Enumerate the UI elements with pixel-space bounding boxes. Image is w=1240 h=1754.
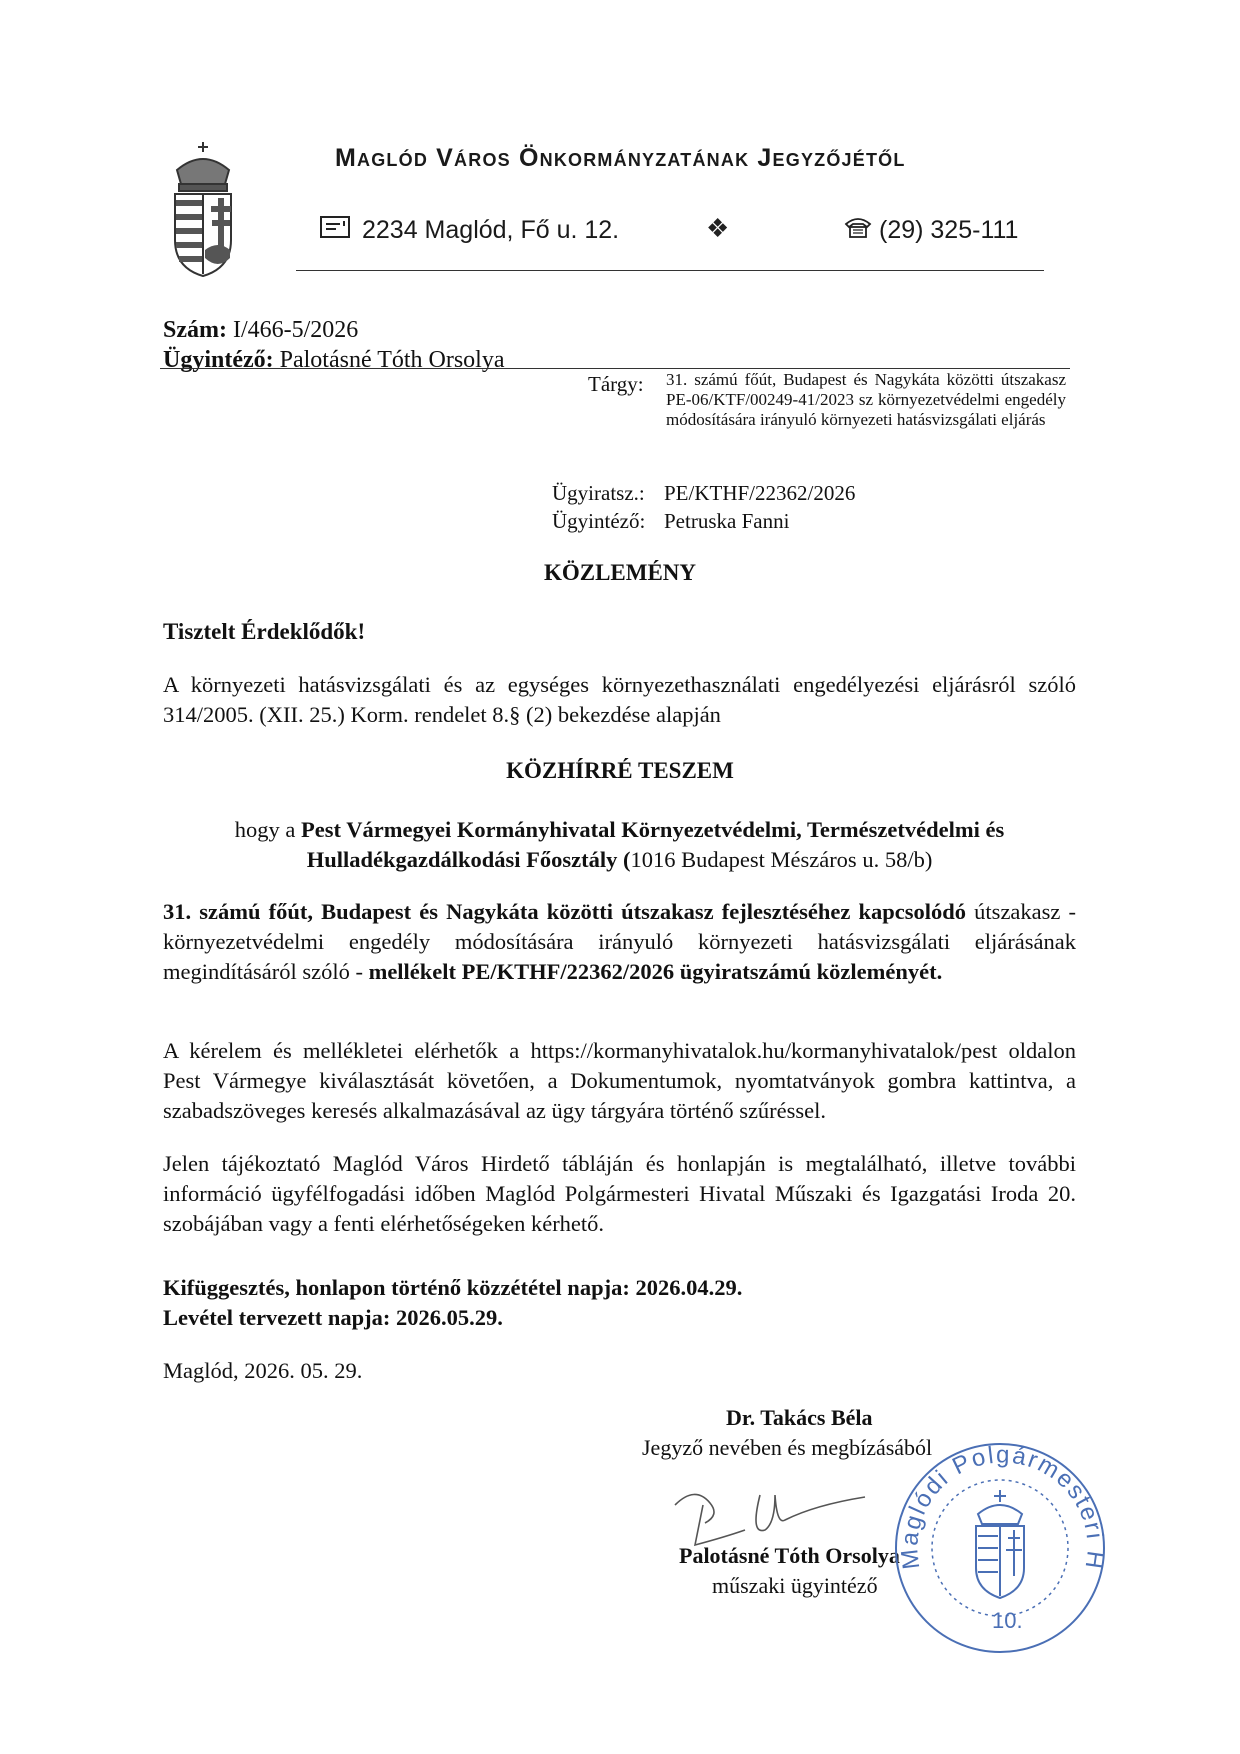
phone-text: (29) 325-111 xyxy=(879,216,1019,244)
file-officer-value: Petruska Fanni xyxy=(664,509,790,533)
official-stamp xyxy=(880,1418,1120,1658)
reference-divider xyxy=(160,368,1070,369)
dates-block xyxy=(163,1273,742,1333)
reference-block xyxy=(163,315,505,375)
address-text: 2234 Maglód, Fő u. 12. xyxy=(362,216,620,244)
separator-glyph: ❖ xyxy=(706,214,730,243)
notary-capacity: Jegyző nevében és megbízásából xyxy=(642,1435,933,1460)
telephone-icon xyxy=(843,216,873,245)
reference-officer: Ügyintéző: Palotásné Tóth Orsolya xyxy=(163,347,505,373)
authority-paragraph: hogy a Pest Vármegyei Kormányhivatal Környezetvédelmi, Természetvédelmi és Hulladékgazdálkodási Főosztály (1016 Budapest Mészáros u. 58/b) xyxy=(234,817,1005,872)
phone-line xyxy=(843,216,1018,245)
authority-address: 1016 Budapest Mészáros u. 58/b) xyxy=(630,847,933,872)
removal-date: Levétel tervezett napja: 2026.05.29. xyxy=(163,1305,503,1330)
signer-role: műszaki ügyintéző xyxy=(712,1573,878,1598)
intro-paragraph: A környezeti hatásvizsgálati és az egységes környezethasználati engedélyezési eljárásról szóló 314/2005. (XII. 25.) Korm. rendelet 8.§ (2) bekezdése alapján xyxy=(163,672,1076,727)
posted-date: Kifüggesztés, honlapon történő közzététel napja: 2026.04.29. xyxy=(163,1275,743,1300)
project-paragraph: 31. számú főút, Budapest és Nagykáta közötti útszakasz fejlesztéséhez kapcsolódó útszakasz - környezetvédelmi engedély módosítására irányuló környezeti hatásvizsgálati eljárásának megindításáról szóló - mellékelt PE/KTHF/22362/2026 ügyiratszámú közleményét. xyxy=(163,899,1077,984)
subject-label: Tárgy: xyxy=(588,372,644,396)
file-number-label: Ügyiratsz.: xyxy=(552,481,645,505)
stamp-coat-of-arms-icon xyxy=(976,1490,1024,1598)
subject-text: 31. számú főút, Budapest és Nagykáta közötti útszakasz PE-06/KTF/00249-41/2023 sz környezetvédelmi engedély módosítására irányuló környezeti hatásvizsgálati eljárás xyxy=(666,370,1066,429)
stamp-ring-text: Maglódi Polgármesteri H xyxy=(895,1441,1109,1573)
coat-of-arms-icon xyxy=(163,140,243,280)
organization-title: Maglód Város Önkormányzatának Jegyzőjétől xyxy=(335,144,906,172)
availability-paragraph: Jelen tájékoztató Maglód Város Hirdető tábláján és honlapján is megtalálható, illetve további információ ügyfélfogadási időben Maglód Polgármesteri Hivatal Műszaki és Igazgatási Iroda 20. szobájában vagy a fenti elérhetőségeken kérhető. xyxy=(163,1151,1076,1236)
reference-number: Szám: I/466-5/2026 xyxy=(163,317,359,343)
document-title: KÖZLEMÉNY xyxy=(543,560,697,585)
stamp-number: 10. xyxy=(992,1608,1023,1633)
access-info-paragraph: A kérelem és mellékletei elérhetők a https://kormanyhivatalok.hu/kormanyhivatalok/pest oldalon Pest Vármegye kiválasztását követően, a Dokumentumok, nyomtatványok gombra kattintva, a szabadszöveges keresés alkalmazásával az ügy tárgyára történő szűréssel. xyxy=(163,1038,1076,1123)
envelope-icon xyxy=(320,216,350,245)
header-divider xyxy=(296,270,1044,271)
notary-name: Dr. Takács Béla xyxy=(726,1405,873,1430)
signer-name: Palotásné Tóth Orsolya xyxy=(679,1543,900,1568)
address-line xyxy=(320,216,619,245)
announce-heading: KÖZHÍRRÉ TESZEM xyxy=(506,758,734,783)
file-officer-label: Ügyintéző: xyxy=(552,509,646,533)
greeting: Tisztelt Érdeklődők! xyxy=(163,619,366,644)
file-meta xyxy=(552,479,855,535)
authority-name: Pest Vármegyei Kormányhivatal Környezetvédelmi, Természetvédelmi és xyxy=(301,817,1005,842)
file-number-value: PE/KTHF/22362/2026 xyxy=(664,481,856,505)
place-date: Maglód, 2026. 05. 29. xyxy=(163,1358,363,1383)
